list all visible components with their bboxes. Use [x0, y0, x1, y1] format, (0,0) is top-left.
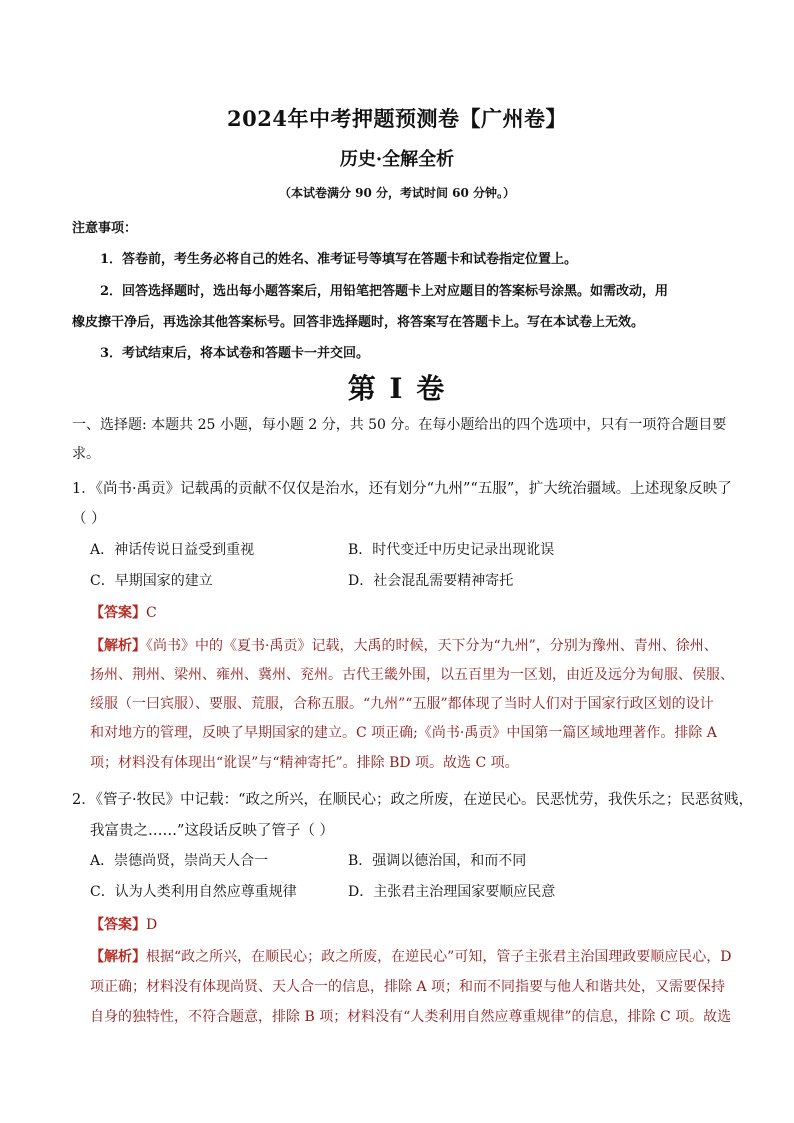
notice-item: 1．答卷前，考生务必将自己的姓名、准考证号等填写在答题卡和试卷指定位置上。 [100, 252, 578, 267]
answer-label: 【答案】 [90, 917, 146, 933]
analysis-label: 【解析】 [90, 949, 146, 965]
analysis-line: 项；材料没有体现出“讹误”与“精神寄托”。排除 BD 项。故选 C 项。 [90, 755, 519, 771]
question-1-stem-cont: （ ） [72, 511, 106, 527]
notice-item: 橡皮擦干净后，再选涂其他答案标号。回答非选择题时，将答案写在答题卡上。写在本试卷上无效。 [72, 315, 645, 330]
analysis-line: 自身的独特性，不符合题意，排除 B 项；材料没有“人类利用自然应尊重规律”的信息，排除 C 项。故选 [90, 1009, 732, 1025]
question-2-analysis [90, 946, 732, 966]
answer-label: 【答案】 [90, 605, 146, 621]
question-1-stem: 1．《尚书·禹贡》记载禹的贡献不仅仅是治水，还有划分“九州”“五服”，扩大统治疆域。上述现象反映了 [72, 481, 732, 497]
section-intro-cont: 求。 [72, 446, 100, 462]
notice-item: 2．回答选择题时，选出每小题答案后，用铅笔把答题卡上对应题目的答案标号涂黑。如需改动，用 [100, 284, 669, 299]
question-1-option-d: D．社会混乱需要精神寄托 [348, 573, 514, 589]
question-1-option-a: A．神话传说日益受到重视 [90, 542, 255, 558]
page-title: 2024年中考押题预测卷【广州卷】 [227, 106, 567, 131]
question-1-answer [90, 602, 157, 622]
analysis-line: 扬州、荆州、梁州、雍州、冀州、兖州。古代王畿外围，以五百里为一区划，由近及远分为甸服、侯服、 [90, 667, 734, 683]
question-2-option-a: A．崇德尚贤，崇尚天人合一 [90, 853, 269, 869]
answer-value: C [146, 605, 157, 621]
question-2-stem: 2．《管子·牧民》中记载：“政之所兴，在顺民心；政之所废，在逆民心。民恶忧劳，我佚乐之；民恶贫贱， [72, 792, 753, 808]
section-intro: 一、选择题: 本题共 25 小题，每小题 2 分，共 50 分。在每小题给出的四个选项中，只有一项符合题目要 [72, 417, 727, 433]
question-2-option-c: C．认为人类利用自然应尊重规律 [90, 884, 297, 900]
question-1-option-c: C．早期国家的建立 [90, 573, 213, 589]
question-2-option-b: B．强调以德治国，和而不同 [348, 853, 527, 869]
notice-title: 注意事项： [72, 221, 138, 236]
question-2-option-d: D．主张君主治理国家要顺应民意 [348, 884, 556, 900]
analysis-line: 根据“政之所兴，在顺民心；政之所废，在逆民心”可知，管子主张君主治国理政要顺应民心，D [146, 949, 732, 965]
question-1-analysis [90, 635, 718, 655]
analysis-line: 绥服（一曰宾服）、要服、荒服，合称五服。“九州”“五服”都体现了当时人们对于国家行政区划的设计 [90, 696, 714, 712]
analysis-line: 和对地方的管理，反映了早期国家的建立。C 项正确;《尚书·禹贡》中国第一篇区域地理著作。排除 A [90, 725, 717, 741]
section-label: 第 I 卷 [347, 372, 447, 405]
notice-item: 3．考试结束后，将本试卷和答题卡一并交回。 [100, 346, 370, 361]
answer-value: D [146, 917, 158, 933]
question-2-answer [90, 914, 157, 934]
analysis-line: 项正确；材料没有体现尚贤、天人合一的信息，排除 A 项；和而不同指要与他人和谐共处，又需要保持 [90, 979, 726, 995]
page-subtitle: 历史·全解全析 [339, 149, 455, 170]
question-1-option-b: B．时代变迁中历史记录出现讹误 [348, 542, 555, 558]
exam-meta: （本试卷满分 90 分，考试时间 60 分钟。） [278, 186, 516, 200]
analysis-line: 《尚书》中的《夏书·禹贡》记载，大禹的时候，天下分为“九州”，分别为豫州、青州、徐州、 [146, 638, 718, 654]
question-2-stem-cont: 我富贵之……”这段话反映了管子（ ） [90, 823, 335, 839]
analysis-label: 【解析】 [90, 638, 146, 654]
